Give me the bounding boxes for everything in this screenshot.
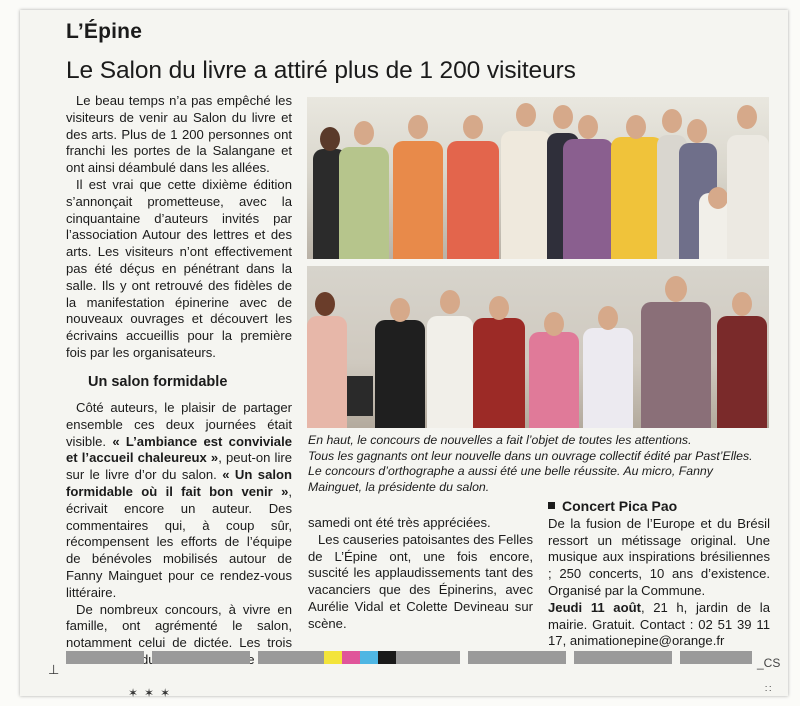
person-head — [665, 276, 687, 302]
body-paragraph-2: De nombreux concours, à vivre en famille, ont agrémenté le salon, notamment celui de dictée. Les trois du — [66, 601, 292, 667]
concert-details — [548, 600, 770, 650]
person — [583, 328, 633, 428]
caption-line: Le concours d’orthographe a aussi été une belle réussite. Au micro, Fanny — [308, 464, 713, 478]
color-swatch — [66, 651, 144, 664]
person-head — [390, 298, 410, 322]
person-head — [598, 306, 618, 330]
person — [717, 316, 767, 428]
body-text: , écrivait encore un auteur. Des commentaires qui, à coup sûr, récompensent les efforts de l’équipe de bénévoles mobilisés autour de Fanny Mainguet pour ce rendez-vous littéraire. — [66, 483, 292, 600]
mid-paragraph-1: samedi ont été très appréciées. — [308, 515, 491, 530]
print-color-bar — [66, 651, 752, 664]
article-body-left — [66, 400, 292, 669]
person — [473, 318, 525, 428]
person-head — [315, 292, 335, 316]
person — [339, 147, 389, 259]
person-head — [687, 119, 707, 143]
person-head — [544, 312, 564, 336]
person-head — [737, 105, 757, 129]
body-paragraph-1 — [66, 400, 292, 602]
color-swatch-magenta — [342, 651, 360, 664]
person-head — [626, 115, 646, 139]
person — [529, 332, 579, 428]
quote-1: « L’ambiance est conviviale et l’accueil chaleureux » — [66, 433, 292, 466]
article-intro — [66, 93, 292, 362]
person-head — [408, 115, 428, 139]
person — [375, 320, 425, 428]
person-head — [553, 105, 573, 129]
concert-text: De la fusion de l’Europe et du Brésil ressort un métissage original. Une musique aux inspirations brésiliennes ; 250 concerts, 10 ans d’existence. Organisé par la Commune. — [548, 515, 770, 598]
body-text: , peut-on lire sur le livre d’or du salon. — [66, 450, 292, 483]
person-head — [516, 103, 536, 127]
concert-title: Concert Pica Pao — [562, 498, 678, 514]
bullet-square-icon — [548, 502, 555, 509]
photo-contest-winners — [307, 97, 769, 259]
intro-paragraph-1: Le beau temps n’a pas empêché les visiteurs de venir au Salon du livre et des arts. Plus de 1 200 personnes ont franchi les portes de la Salangane et ont ainsi déambulé dans les allées. — [66, 93, 292, 176]
person-head — [489, 296, 509, 320]
person — [501, 131, 551, 259]
person-head — [354, 121, 374, 145]
person — [307, 316, 347, 428]
color-swatch — [152, 651, 250, 664]
caption-line: En haut, le concours de nouvelles a fait l’objet de toutes les attentions. — [308, 433, 692, 447]
person-head — [578, 115, 598, 139]
person-head — [440, 290, 460, 314]
person — [727, 135, 769, 259]
concert-box — [548, 498, 770, 650]
article-body-middle — [308, 515, 533, 633]
photo-caption — [308, 433, 770, 495]
caption-line: Mainguet, la présidente du salon. — [308, 479, 490, 494]
concert-date: Jeudi 11 août — [548, 599, 641, 615]
color-swatch — [468, 651, 566, 664]
mid-paragraph-2: Les causeries patoisantes des Felles de L’Épine ont, une fois encore, suscité les applaudissements tant des vacanciers que des Épinerins, avec Aurélie Vidal et Colette Devineau sur scène. — [308, 531, 533, 631]
color-swatch-black — [378, 651, 396, 664]
person — [611, 137, 663, 259]
person-head — [662, 109, 682, 133]
person-head — [732, 292, 752, 316]
person — [563, 139, 613, 259]
person — [393, 141, 443, 259]
person — [447, 141, 499, 259]
ornament-stars: ✶✶✶ — [128, 686, 177, 700]
person — [641, 302, 711, 428]
person-head — [463, 115, 483, 139]
quote-2: « Un salon formidable où il fait bon venir » — [66, 467, 292, 499]
print-mark: _CS — [757, 656, 781, 670]
color-swatch — [258, 651, 324, 664]
section-title: L’Épine — [66, 20, 143, 43]
color-swatch — [574, 651, 672, 664]
color-swatch-yellow — [324, 651, 342, 664]
article-headline: Le Salon du livre a attiré plus de 1 200 visiteurs — [66, 57, 576, 84]
crop-mark: ⊥ — [48, 662, 60, 677]
subheading: Un salon formidable — [88, 374, 228, 390]
photo-spelling-contest — [307, 266, 769, 428]
person — [427, 316, 473, 428]
music-stand — [347, 376, 373, 416]
body-text: Côté auteurs, le plaisir de partager ensemble ces deux journées était visible. — [66, 400, 292, 449]
color-swatch — [680, 651, 752, 664]
color-swatch — [396, 651, 460, 664]
color-swatch-cyan — [360, 651, 378, 664]
concert-info: , 21 h, jardin de la mairie. Gratuit. Contact : 02 51 39 11 17, animationepine@orange.fr — [548, 599, 770, 649]
person-head — [708, 187, 728, 209]
corner-dots: ∷ — [765, 684, 772, 695]
person-head — [320, 127, 340, 151]
concert-title-row — [548, 498, 770, 515]
intro-paragraph-2: Il est vrai que cette dixième édition s’annonçait prometteuse, avec la cinquantaine d’auteurs invités par l’association Autour des lettres et des arts. Les visiteurs n’ont effectivement pas été déçus en pénétrant dans la salle. Ils y ont retrouvé des fidèles de la manifestation épinerine avec de nouveaux ouvrages et découvert les écrivains accueillis pour la première fois par les organisateurs. — [66, 176, 292, 360]
caption-line: Tous les gagnants ont leur nouvelle dans un ouvrage collectif édité par Past’Elles. — [308, 448, 753, 463]
